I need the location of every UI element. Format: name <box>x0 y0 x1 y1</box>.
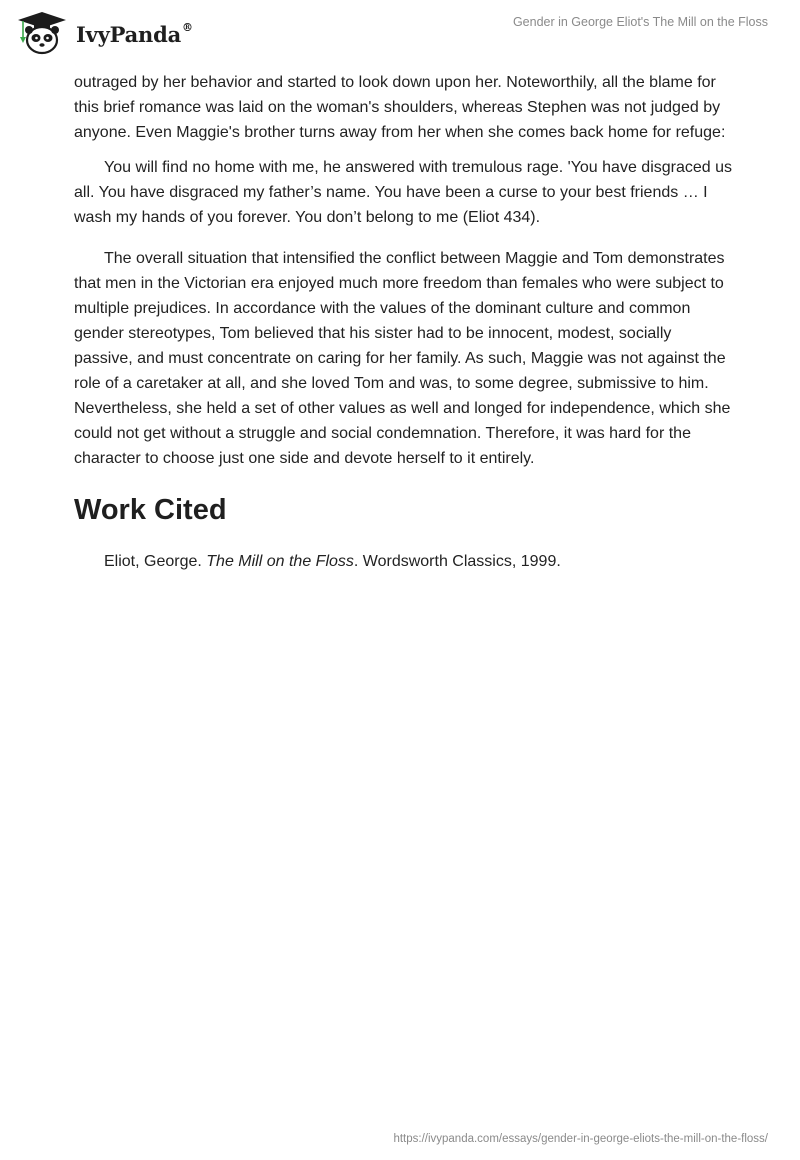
body-paragraph: The overall situation that intensified the conflict between Maggie and Tom demonstrates that men in the Victorian era enjoyed much more freedom than females who were subject to multiple prejudices. In accordance with the values of the dominant culture and common gender stereotypes, Tom believed that his sister had to be innocent, modest, socially passive, and must concentrate on caring for her family. As such, Maggie was not against the role of a caretaker at all, and she loved Tom and was, to some degree, submissive to him. Nevertheless, she held a set of other values as well and longed for independence, which she could not get without a struggle and social condemnation. Therefore, it was hard for the character to choose just one side and devote herself to it entirely. <box>74 250 731 467</box>
logo-wordmark: IvyPanda® <box>76 20 193 47</box>
citation-title: The Mill on the Floss <box>206 553 354 570</box>
citation-entry <box>74 549 734 574</box>
essay-body <box>74 70 734 574</box>
body-paragraph: outraged by her behavior and started to look down upon her. Noteworthily, all the blame for this brief romance was laid on the woman's shoulders, whereas Stephen was not judged by anyone. Even Maggie's brother turns away from her when she comes back home for refuge: <box>74 74 726 141</box>
citation-publisher: . Wordsworth Classics, 1999. <box>353 553 561 570</box>
panda-graduate-icon <box>14 11 70 55</box>
source-url[interactable]: https://ivypanda.com/essays/gender-in-george-eliots-the-mill-on-the-floss/ <box>393 1133 768 1145</box>
page-header <box>0 0 800 70</box>
block-quote: You will find no home with me, he answered with tremulous rage. 'You have disgraced us all. You have disgraced my father’s name. You have been a curse to your best friends … I wash my hands of you forever. You don’t belong to me (Eliot 434). <box>74 159 733 226</box>
registered-mark: ® <box>182 20 193 34</box>
running-title: Gender in George Eliot's The Mill on the Floss <box>512 15 768 29</box>
works-cited-heading: Work Cited <box>74 494 227 526</box>
ivypanda-logo[interactable] <box>14 8 193 58</box>
citation-author: Eliot, George. <box>104 553 202 570</box>
